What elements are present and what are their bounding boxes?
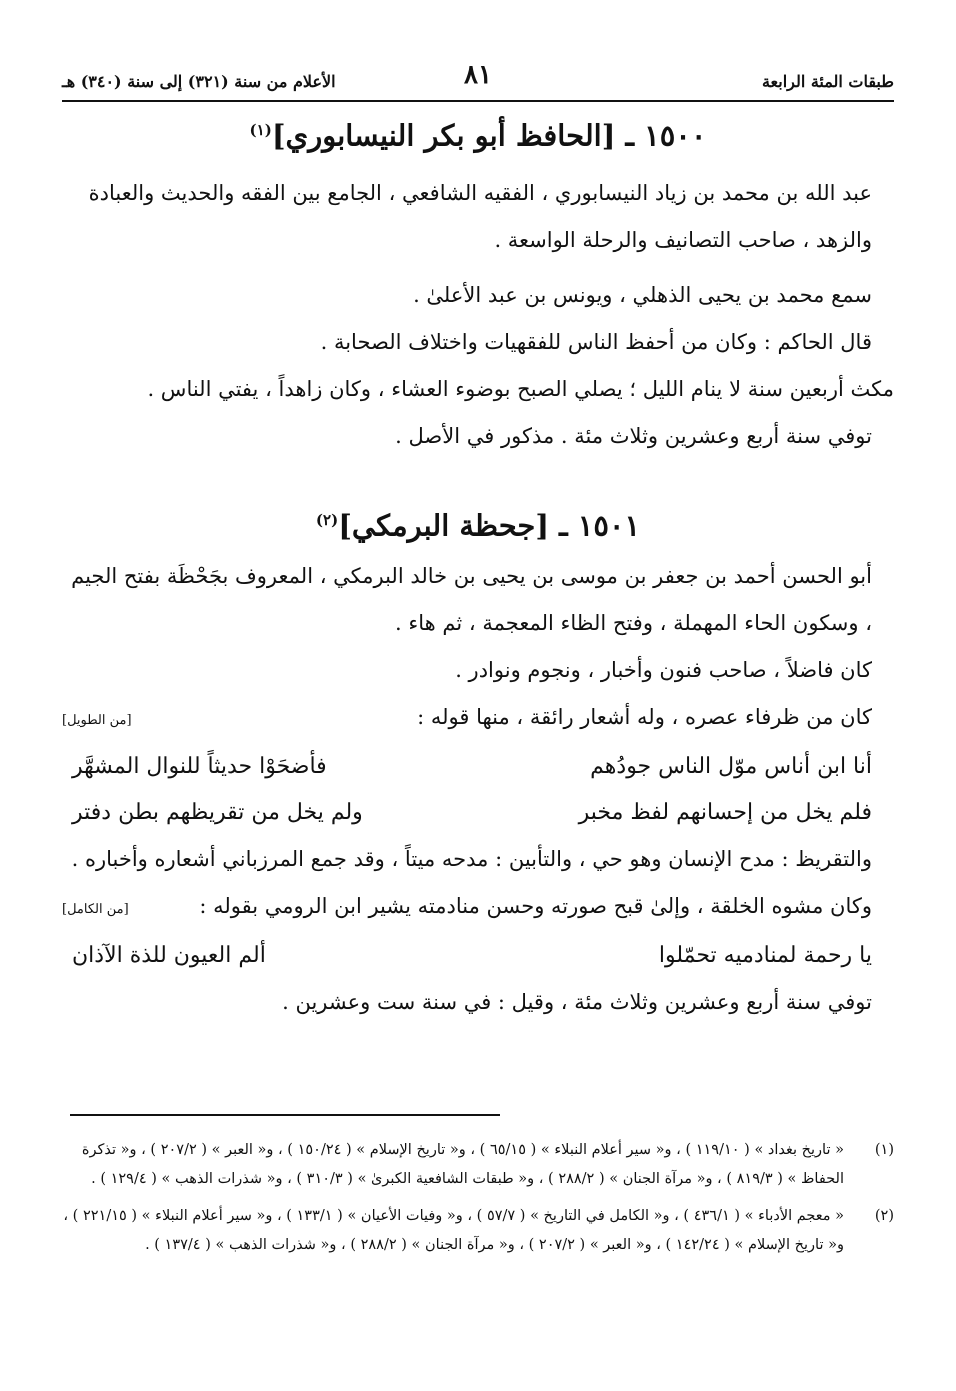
footnote-ref: (١) bbox=[249, 121, 272, 139]
entry-paragraph: توفي سنة أربع وعشرين وثلاث مئة . مذكور في الأصل . bbox=[395, 423, 872, 448]
header-year-range: الأعلام من سنة (٣٢١) إلى سنة (٣٤٠) هـ bbox=[62, 72, 336, 91]
verse-intro: كان من ظرفاء عصره ، وله أشعار رائقة ، منها قوله : bbox=[417, 705, 872, 730]
verse-line bbox=[62, 744, 894, 790]
running-header bbox=[62, 58, 894, 98]
entry-title bbox=[62, 498, 894, 548]
verse-hemistich-second: ولم يخل من تقريظهم بطن دفتر bbox=[72, 800, 363, 826]
verse-hemistich-first: فلم يخل من إحسانهم لفظ مخبر bbox=[578, 800, 872, 826]
verse-hemistich-first: يا رحمة لمنادميه تحمّلوا bbox=[658, 943, 872, 969]
verse-hemistich-second: فأضحَوْا حديثاً للنوال المشهَّر bbox=[72, 754, 327, 780]
footnote-number: (١) bbox=[874, 1142, 894, 1158]
verse-intro-line bbox=[62, 694, 894, 744]
verse-intro-line bbox=[62, 883, 894, 933]
entry-paragraph: قال الحاكم : وكان من أحفظ الناس للفقهيات واختلاف الصحابة . bbox=[320, 329, 872, 354]
verse-line bbox=[62, 790, 894, 836]
main-text bbox=[62, 108, 894, 1026]
footnote-number: (٢) bbox=[874, 1208, 894, 1224]
footnote-divider bbox=[70, 1114, 500, 1116]
entry-paragraph: توفي سنة أربع وعشرين وثلاث مئة ، وقيل : في سنة ست وعشرين . bbox=[282, 990, 872, 1015]
verse-intro: وكان مشوه الخلقة ، وإلىٰ قبح صورته وحسن منادمته يشير ابن الرومي بقوله : bbox=[199, 894, 872, 919]
entry-paragraph: كان فاضلاً ، صاحب فنون وأخبار ، ونجوم ونوادر . bbox=[455, 658, 872, 683]
header-book-section: طبقات المئة الرابعة bbox=[761, 72, 894, 91]
footnote bbox=[62, 1202, 894, 1260]
verse-line bbox=[62, 933, 894, 979]
meter-label: [من الكامل] bbox=[62, 902, 129, 918]
header-divider bbox=[62, 100, 894, 102]
entry-paragraph: سمع محمد بن يحيى الذهلي ، ويونس بن عبد الأعلىٰ . bbox=[413, 282, 872, 307]
entry-title-text: ١٥٠١ ـ [جحظة البرمكي] bbox=[338, 508, 641, 543]
entry-paragraph: أبو الحسن أحمد بن جعفر بن موسى بن يحيى بن خالد البرمكي ، المعروف بجَحْظَة بفتح الجيم ، وسكون الحاء المهملة ، وفتح الظاء المعجمة ، ثم هاء . bbox=[71, 564, 872, 636]
footnote bbox=[62, 1136, 894, 1194]
footnote-text: « معجم الأدباء » ( ٤٣٦/١ ) ، و« الكامل في التاريخ » ( ٥٧/٧ ) ، و« وفيات الأعيان » ( ١٣٣/١ ) ، و« سير أعلام النبلاء » ( ٢٢١/١٥ ) ، و« تاريخ الإسلام » ( ١٤٢/٢٤ ) ، و« العبر » ( ٢٠٧/٢ ) ، و« مرآة الجنان » ( ٢٨٨/٢ ) ، و« شذرات الذهب » ( ١٣٧/٤ ) . bbox=[63, 1208, 844, 1253]
verse-hemistich-second: ألم العيون للذة الآذان bbox=[72, 943, 266, 969]
meter-label: [من الطويل] bbox=[62, 713, 132, 729]
footnotes bbox=[62, 1136, 894, 1260]
entry-title bbox=[62, 108, 894, 158]
entry-title-text: ١٥٠٠ ـ [الحافظ أبو بكر النيسابوري] bbox=[271, 118, 707, 153]
footnote-text: « تاريخ بغداد » ( ١١٩/١٠ ) ، و« سير أعلام النبلاء » ( ٦٥/١٥ ) ، و« تاريخ الإسلام » ( ١٥٠/٢٤ ) ، و« العبر » ( ٢٠٧/٢ ) ، و« تذكرة الحفاظ » ( ٨١٩/٣ ) ، و« مرآة الجنان » ( ٢٨٨/٢ ) ، و« طبقات الشافعية الكبرىٰ » ( ٣١٠/٣ ) ، و« شذرات الذهب » ( ١٢٩/٤ ) . bbox=[81, 1142, 844, 1187]
entry-paragraph: عبد الله بن محمد بن زياد النيسابوري ، الفقيه الشافعي ، الجامع بين الفقه والحديث والعبادة والزهد ، صاحب التصانيف والرحلة الواسعة . bbox=[88, 180, 872, 252]
entry-paragraph: مكث أربعين سنة لا ينام الليل ؛ يصلي الصبح بوضوء العشاء ، وكان زاهداً ، يفتي الناس . bbox=[147, 376, 894, 401]
page-number: ٨١ bbox=[464, 60, 492, 90]
verse-hemistich-first: أنا ابن أناس موّل الناس جودُهم bbox=[590, 754, 872, 780]
entry-paragraph: والتقريظ : مدح الإنسان وهو حي ، والتأبين : مدحه ميتاً ، وقد جمع المرزباني أشعاره وأخباره . bbox=[71, 847, 872, 872]
footnote-ref: (٢) bbox=[315, 510, 339, 529]
entry-gap bbox=[62, 460, 894, 498]
footnote-gap bbox=[62, 1194, 894, 1202]
